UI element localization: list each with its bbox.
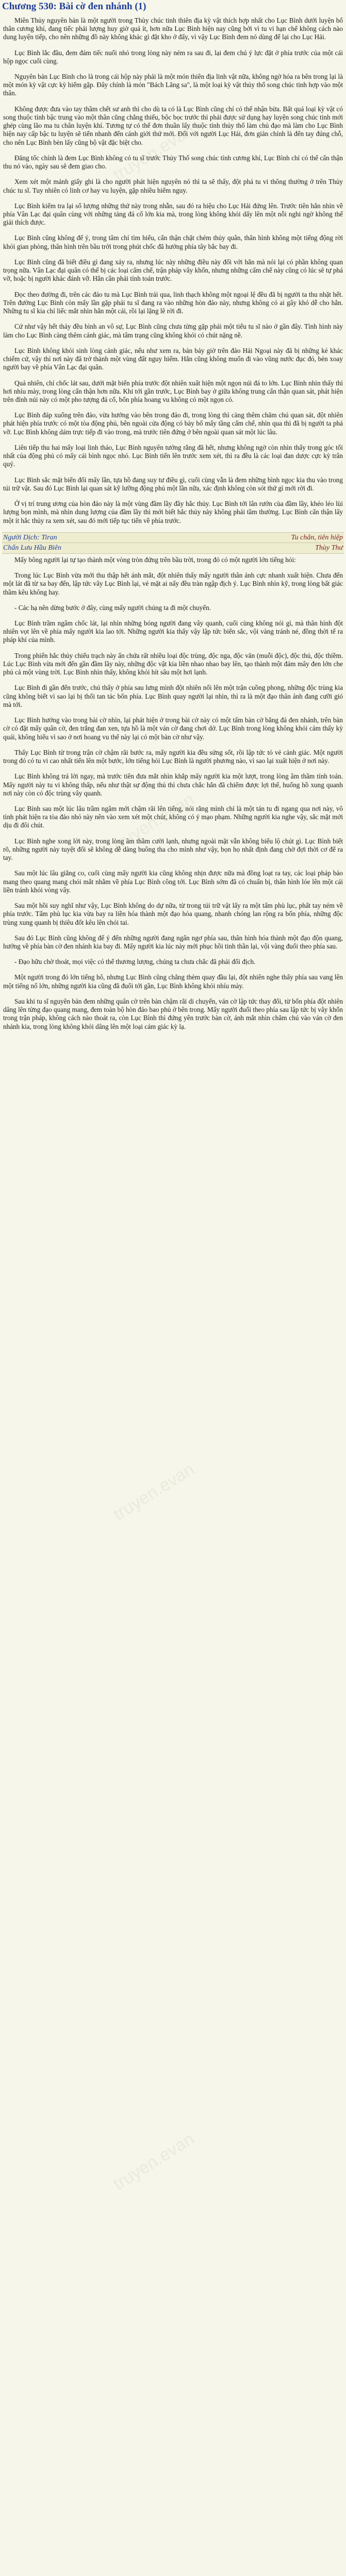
editor-label: Chấn Lưu Hầu Biên <box>3 544 62 552</box>
paragraph: Lục Bình cũng đã biết điều gì đang xảy ra, nhưng lúc này những điều này đối với hắn mà nói lại có phần không quan trọng nữa. Vân Lạc đại quân có thể bị các loại cấm chế, trận pháp vây khốn, nhưng những cấm chế này cũng có lúc sẽ tự phá vỡ, hoặc bị người khác đánh vỡ. Hắn cần phải tính toán trước. <box>3 258 343 283</box>
paragraph: Ở vị trí trung ương của hòn đảo này là một vùng đầm lầy đầy hắc thủy. Lục Bình tới lân rướn cùa đầm lầy, khéo léo lùi lượng bọn mình, mà nhìn dung lượng của đầm lầy thì mới biết hắc thủy này không phải tầm thường. Lục Bình cẩn thận lấy một ít hắc thủy ra xem xét, sau đó mới tiếp tục tiến về phía trước. <box>3 500 343 524</box>
paragraph: Lục Bình đáp xuống trên đảo, vừa hướng vào bên trong đảo đi, trong lòng thì càng thêm chăm chú quan sát, đột nhiên phát hiện phía trước có một tòa động phủ, bên ngoài cửa động có bày bố mấy tầng cấm chế, nhìn qua thì đã bị người ta phá vỡ. Lục Bình không dám trực tiếp đi vào trong, mà trước tiên đứng ở bên ngoài quan sát một lúc lâu. <box>3 411 343 436</box>
paragraph: - Các hạ nên dừng bước ở đây, cùng mấy người chúng ta đi một chuyến. <box>14 603 211 612</box>
paragraph: Lục Bình nghe xong lời này, trong lòng âm thầm cười lạnh, nhưng ngoài mặt vẫn không biểu lộ chút gì. Lục Bình biết rõ, những người này tuyệt đối sẽ không dễ dàng buông tha cho mình như vậy, bọn họ nhất định đang chờ đợi thời cơ để ra tay. <box>3 837 343 862</box>
genre-label: Tu chân, tiên hiệp <box>291 533 343 541</box>
paragraph: Xem xét một mảnh giấy ghi là cho người phát hiện nguyên nó thì ta sẽ thấy, đột phá tu vi thông thường ở trên Thủy chúc tu sĩ. Tuy nhiên có linh cơ hay vu luyện, gặp nhiều hiểm nguy. <box>3 178 343 194</box>
paragraph: Nguyên bản Lục Bình cho là trong cái hộp này phải là một món thiên địa linh vật nữa, không ngờ hóa ra bên trong lại là một món kỳ vật cực kỳ hiếm gặp. Đây chính là món "Bách Lăng sa", là một loại kỳ vật thủy thổ song chúc tinh hợp vào một thân. <box>3 72 343 97</box>
paragraph: Trong lúc Lục Bình vừa mới thu thập hết ánh mắt, đột nhiên thấy mấy người thân ảnh cực nhanh xuất hiện. Chưa đến một lát đã từ xa bay đến, lập tức vây Lục Bình lại, vẻ mặt ai nấy đều tràn ngập địch ý. Lục Bình nhìn kỹ, trong lòng bất giác thầm kêu không hay. <box>3 571 343 596</box>
watermark-logo: truyen.evan <box>109 2129 198 2194</box>
paragraph: Một người trong đó lớn tiếng hô, nhưng Lục Bình cũng chẳng thèm quay đầu lại, đột nhiên nghe thấy phía sau vang lên một tiếng nổ lớn, những người kia cũng đã đuổi tới gần, Lục Bình không khỏi nhíu mày. <box>3 973 343 990</box>
watermark-logo: truyen.evan <box>109 1459 198 1524</box>
paragraph: Trong phiến hắc thủy chiếu trạch này ẩn chứa rất nhiều loại độc trùng, độc nga, độc văn (muỗi độc), độc thủ, độc thiềm. Lúc Lục Bình vừa mới đến gần đầm lầy này, những độc vật kia liền nhao nhao bay lên, tạo thành một đám mây đen lớn che phủ cả một vùng trời. Lục Bình nhìn thấy, không khỏi hít sâu một hơi lạnh. <box>3 651 343 676</box>
paragraph: Không được đưa vào tay thầm chết sư anh thì cho dù ta có là Lục Bình cũng chỉ có thể nhận bừa. Bất quá loại kỳ vật có song thuộc tính bậc trung vào một thân cũng chẳng thiếu, bộc bọc trước thì phải được sử dụng hay luyện song chúc tinh mới ghép cùng lão ma tu chân luyện khí. Tương tự có thể đơn thuần lấy thuộc tính thủy thổ làm chủ đạo mà làm cho Lục Bình hiện nay cấp bậc tu luyện sẽ tiến nhanh đến cảnh giới thứ mới. Đối với người Lục Hải, đơn giản chính là đến tay đúng chỗ, cho nên Lục Bình bèn lấy cũng bộ vật đặc biệt cho. <box>3 105 343 146</box>
paragraph: Lục Bình không khỏi sinh lòng cảnh giác, nếu như xem ra, bản bảy giờ trên đảo Hải Ngoại này đã bị những kẻ khác chiếm cứ, vậy thì nơi này đã trở thành một vùng đất nguy hiểm. Hắn cũng không muốn đi vào vũng nước đục đó, bèn xoay người bay về phía Vân Lạc đại quân. <box>3 346 343 371</box>
paragraph: Đăng tốc chính là đem Lục Bình không có tu sĩ trước Thủy Thổ song chúc tính cương khí, Lục Bình chỉ có thể cẩn thận thu nó vào, ngày sau sẽ đem giao cho. <box>3 154 343 171</box>
paragraph: Mấy bông người lại tự tạo thành một vòng tròn đứng trên bầu trời, trong đó có một người lớn tiếng hỏi: <box>14 555 296 564</box>
paragraph: Sau một hồi suy nghĩ như vậy, Lục Bình không do dự nữa, từ trong túi trữ vật lấy ra một tấm phù lục, phất tay ném về phía trước. Tấm phù lục kia vừa bay ra liền hóa thành một đạo hỏa quang, nhanh chóng lan rộng ra bốn phía, những độc trùng xung quanh bị thiêu đốt kêu lên chói tai. <box>3 902 343 926</box>
paragraph: Sau đó Lục Bình cũng không để ý đến những người đang ngẩn ngơ phía sau, thân hình hóa thành một đạo độn quang, hướng về phía bàn cờ đen nhánh kia bay đi. Mấy người kia lúc này mới phục hồi tinh thần lại, vội vàng đuổi theo phía sau. <box>3 934 343 951</box>
translator-credit-row <box>2 532 344 543</box>
paragraph: - Đạo hữu chờ thoát, mọi việc có thể thương lượng, chúng ta chưa chắc đã phải đối địch. <box>14 958 256 966</box>
paragraph: Miên Thủy nguyên bản là một người trong Thùy chúc tinh thiên địa kỳ vật thích hợp nhất cho Lục Bình dưới luyện bổ thân cương khí, đang tiếc phải lượng huy giờ quá ít, hơn nữa Lục Bình hiện nay cũng bởi vì tu vi hạn chế không cách nào dung luyện tiếp, cho nên những đồ này không khác gì đặt kho ở đấy, vì vậy Lục Bình đem nó dùng để lại cho Lục Hải. <box>3 16 343 41</box>
paragraph: Quả nhiên, chỉ chốc lát sau, dưới mặt biển phía trước đột nhiên xuất hiện một ngọn núi đá to lớn. Lục Bình nhìn thấy thì hơi nhíu mày, trong lòng cẩn thận hơn nữa. Khi tới gần trước, Lục Bình bay ở giữa không trung cẩn thận quan sát, phát hiện trên đỉnh núi này có một pho tượng đá cổ, bốn phía hoang vu không có một ngọn cỏ. <box>3 379 343 403</box>
paragraph: Lục Bình lắc đầu, đem đám tiếc nuối nhỏ trong lòng này ném ra sau đi, lại đem chú ý lực đặt ở phía trước của một cái hộp ngọc cuối cùng. <box>3 48 343 65</box>
paragraph: Lục Bình trầm ngâm chốc lát, lại nhìn những bóng người đang vây quanh, cuối cùng không nói gì, mà thân hình đột nhiên vọt lên về phía mấy người kia lao tới. Những người kia thấy vậy lập tức biến sắc, vội vàng tránh né, đồng thời tế ra pháp khí của mình. <box>3 619 343 644</box>
paragraph: Sau khi tu sĩ nguyên bản đem những quân cờ trên bàn chậm rãi di chuyển, ván cờ lập tức thay đổi, từ bốn phía đột nhiên dâng lên từng đạo quang mang, đem toàn bộ hòn đảo bao phủ ở bên trong. Mấy người đuổi theo phía sau lập tức bị vây khốn trong trận pháp, không cách nào thoát ra, còn Lục Bình thì đứng yên trước bàn cờ, ánh mắt nhìn chăm chú vào ván cờ đen nhánh kia, trong lòng không khỏi dâng lên một loại cảm giác kỳ lạ. <box>3 997 343 1030</box>
paragraph: Cứ như vậy hết thảy đều bình an vô sự, Lục Bình cũng chưa từng gặp phải một tiểu tu sĩ nào ở gần đây. Tình hình này làm cho Lục Bình càng thêm cảnh giác, mà tâm trạng cũng không khỏi có chút nặng nề. <box>3 323 343 339</box>
paragraph: Lục Bình sắc mặt biến đổi mấy lần, tựa hồ đang suy tư điều gì, cuối cùng vẫn là đem những bình ngọc kia thu vào trong túi trữ vật. Sau đó Lục Bình lại quan sát kỹ lưỡng động phủ một lần nữa, xác định không còn sót thứ gì mới rời đi. <box>3 476 343 492</box>
chapter-body-part1 <box>2 14 344 525</box>
paragraph: Thấy Lục Bình từ trong trận cờ chậm rãi bước ra, mấy người kia đều sửng sốt, rồi lập tức tỏ vẻ cảnh giác. Một người trong đó có tu vi cao nhất tiến lên một bước, lớn tiếng hỏi Lục Bình là người phương nào, vì sao lại xuất hiện ở nơi này. <box>3 748 343 765</box>
paragraph: Lục Bình kiểm tra lại số lượng những thứ này trong nhẫn, sau đó ra hiệu cho Lục Hải đứng lên. Trước tiên hắn nhìn về phía Vân Lạc đại quân cùng với những tảng đá cổ lớn kia mà, trong lòng không khỏi dấy lên một nỗi nghi ngờ không thể giải thích được. <box>3 201 343 227</box>
paragraph: Lục Bình sau một lúc lâu trầm ngâm mới chậm rãi lên tiếng, nói rằng mình chỉ là một tán tu đi ngang qua nơi này, vô tình phát hiện ra tòa đảo nhỏ này nên vào xem xét một chút, không có ý mạo phạm. Những người kia nghe vậy, sắc mặt mới dịu đi đôi chút. <box>3 804 343 829</box>
watermark-logo: truyen.evan <box>109 120 198 185</box>
watermark-logo: truyen.evan <box>109 789 198 855</box>
editor-credit-row <box>2 543 344 554</box>
editor-name: Thùy Thư <box>315 544 343 552</box>
chapter-body-part2 <box>2 554 344 1031</box>
paragraph: Lục Bình không trả lời ngay, mà trước tiên đưa mắt nhìn khắp mấy người kia một lượt, trong lòng âm thầm tính toán. Mấy người này tu vi không thấp, nếu như thật sự động thủ thì chưa chắc hắn đã chiếm được lợi thế, huống hồ xung quanh nơi này còn có độc trùng vây quanh. <box>3 772 343 797</box>
paragraph: Liên tiếp thu hai mẩy loại linh thảo, Lục Bình nguyên tưởng rằng đã hết, nhưng không ngờ còn nhìn thấy trong góc tối nhất của động phủ có mấy cái bình ngọc nhỏ. Lục Bình tiến lên trước xem xét, thì ra đều là các loại đan dược cực kỳ trân quý. <box>3 443 343 468</box>
paragraph: Lục Bình hướng vào trong bài cờ nhìn, lại phát hiện ở trong bài cờ này có một tấm bàn cờ bằng đá đen nhánh, trên bàn cờ có đặt mấy quân cờ, đen trắng đan xen, tựa hồ là một ván cờ đang chơi dở. Lục Bình trong lòng không khỏi cảm thấy kỳ quái, không hiểu vì sao ở nơi hoang vu thế này lại có một bàn cờ như vậy. <box>3 716 343 741</box>
paragraph: Lục Bình cũng không để ý, trong tâm chỉ tìm hiểu, cẩn thận chặt chém thủy quân, thân hình không một tiếng động rời khỏi gian phòng, thân hình trên bầu trời trong phút chốc đã hướng phía tây bắc bay đi. <box>3 234 343 250</box>
paragraph: Lục Bình đi gần đến trước, chú thấy ở phía sau lưng mình đột nhiên nổi lên một trận cuồng phong, những độc trùng kia cũng không biết vì sao lại bị thổi tan tác bốn phía. Lục Bình quay người lại nhìn, thì ra là một đạo thân ảnh đang cưỡi gió mà tới. <box>3 684 343 708</box>
chapter-title: Chương 530: Bài cờ đen nhánh (1) <box>2 1 146 12</box>
paragraph: Đọc theo đường đi, trên các đảo tu mà Lục Bình trải qua, linh thạch không một ngoại lệ đều đã bị người ta thu nhặt hết. Trên đường Lục Bình còn mấy lần gặp phải tu sĩ đang ra vào những hòn đảo này, nhưng không có ai gây khó dễ cho hắn. Những tu sĩ kia chỉ liếc mắt nhìn hắn một cái, rồi lại lặng lẽ rời đi. <box>3 290 343 315</box>
paragraph: Sau một lúc lâu giằng co, cuối cùng mấy người kia cũng không nhịn được nữa mà đồng loạt ra tay, các loại pháp bảo mang theo quang mang chói mắt nhằm về phía Lục Bình công tới. Lục Bình sớm đã có chuẩn bị, thân hình lóe lên một cái liền tránh khỏi vòng vây. <box>3 869 343 894</box>
translator-label: Người Dịch: Tiran <box>3 533 57 541</box>
